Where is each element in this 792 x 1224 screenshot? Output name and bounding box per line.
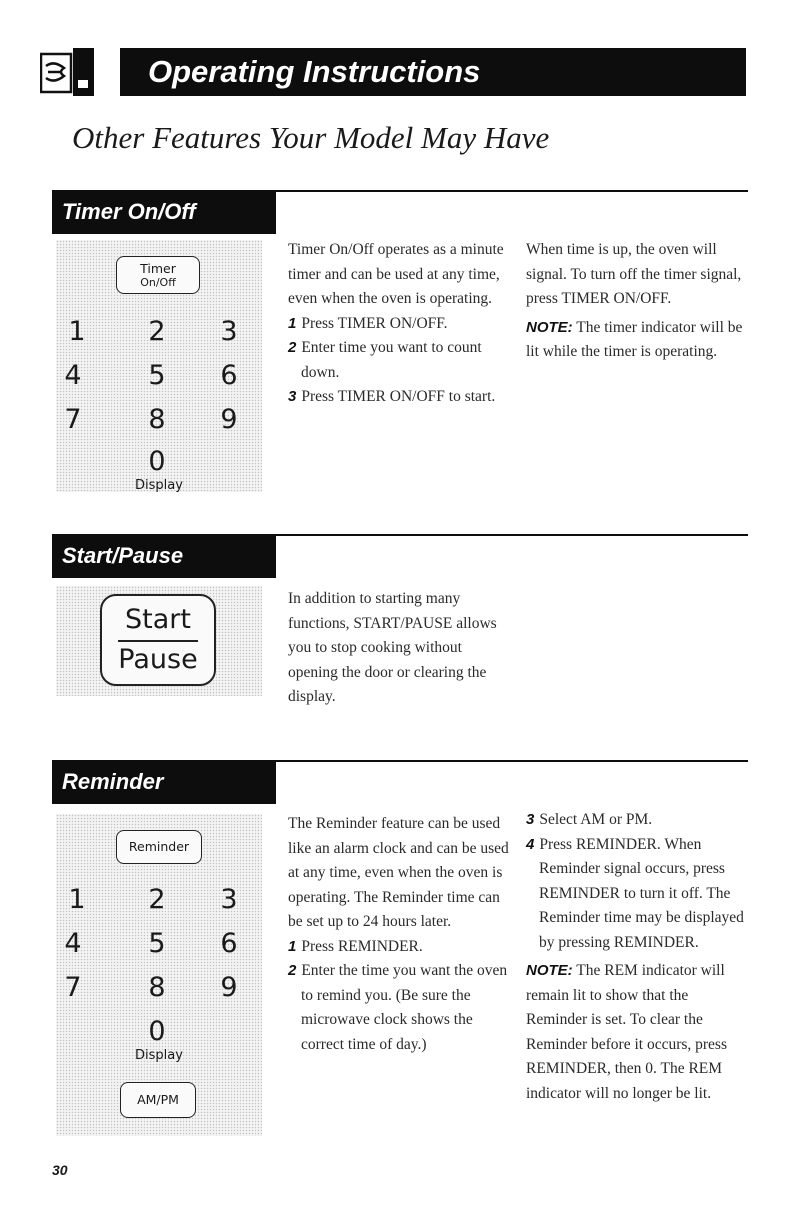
step-text: Press TIMER ON/OFF to start. [301, 388, 496, 405]
pause-label: Pause [118, 643, 198, 675]
reminder-steps-continued [526, 808, 752, 1106]
digit-key: 3 [220, 884, 238, 915]
digit-key: 8 [148, 972, 166, 1003]
reminder-intro: The Reminder feature can be used like an alarm clock and can be used at any time, even when the oven is operating. The Reminder time can be set up to 24 hours later. [288, 815, 509, 930]
step-number: 3 [526, 811, 535, 828]
step-item [288, 312, 510, 337]
step-number: 2 [288, 962, 297, 979]
step-item [288, 959, 510, 1057]
step-item [526, 808, 752, 833]
section-heading-reminder: Reminder [52, 760, 276, 804]
timer-keypad-illustration [56, 240, 262, 492]
digit-key: 2 [148, 884, 166, 915]
note-label: NOTE: [526, 318, 573, 336]
step-number: 1 [288, 937, 297, 955]
digit-key: 0 [148, 446, 166, 477]
start-pause-description: In addition to starting many functions, START/PAUSE allows you to stop cooking without opening the door or clearing the display. [288, 590, 497, 705]
digit-key: 1 [68, 316, 86, 347]
start-pause-key [100, 594, 216, 686]
digit-key: 3 [220, 316, 238, 347]
step-text: Enter the time you want the oven to remind you. (Be sure the microwave clock shows the correct time of day.) [301, 962, 508, 1053]
digit-key: 0 [148, 1016, 166, 1047]
digit-key: 4 [64, 360, 82, 391]
note-text: The REM indicator will remain lit to show that the Reminder is set. To clear the Reminder before it occurs, press REMINDER, then 0. The REM indicator will no longer be lit. [526, 962, 728, 1102]
digit-key: 1 [68, 884, 86, 915]
key-label: Timer [140, 261, 176, 276]
microwave-icon [40, 48, 94, 96]
digit-key: 6 [220, 928, 238, 959]
step-text: Select AM or PM. [539, 811, 653, 828]
page-number: 30 [52, 1162, 68, 1178]
step-number: 4 [526, 835, 535, 853]
section-heading-timer: Timer On/Off [52, 190, 276, 234]
section-divider [276, 190, 748, 192]
digit-key: 9 [220, 404, 238, 435]
start-pause-keypad-illustration [56, 586, 262, 696]
digit-key: 6 [220, 360, 238, 391]
note-label: NOTE: [526, 962, 573, 979]
am-pm-key: AM/PM [120, 1082, 196, 1118]
timer-on-off-key [116, 256, 200, 294]
digit-key: 5 [148, 928, 166, 959]
step-text: Press REMINDER. When Reminder signal occurs, press REMINDER to turn it off. The Reminder time may be displayed by pressing REMINDER. [539, 835, 744, 951]
display-label: Display [135, 1048, 183, 1063]
timer-instructions [288, 238, 510, 410]
section-divider [276, 534, 748, 536]
page-subtitle: Other Features Your Model May Have [72, 120, 550, 155]
start-label: Start [125, 604, 191, 635]
step-number: 1 [288, 314, 297, 332]
digit-key: 2 [148, 316, 166, 347]
display-label: Display [135, 478, 183, 493]
digit-key: 7 [64, 972, 82, 1003]
digit-key: 7 [64, 404, 82, 435]
note-paragraph [526, 959, 752, 1106]
step-text: Press TIMER ON/OFF. [301, 314, 448, 332]
step-item [288, 336, 510, 385]
section-heading-start-pause: Start/Pause [52, 534, 276, 578]
step-text: Press REMINDER. [301, 937, 423, 955]
step-text: Enter time you want to count down. [301, 339, 482, 381]
timer-signal-text: When time is up, the oven will signal. To turn off the timer signal, press TIMER ON/OFF. [526, 241, 742, 307]
key-label: On/Off [140, 276, 176, 289]
reminder-keypad-illustration [56, 814, 262, 1136]
digit-key: 4 [64, 928, 82, 959]
step-number: 2 [288, 339, 297, 356]
note-text: The timer indicator will be lit while the timer is operating. [526, 318, 743, 360]
digit-key: 8 [148, 404, 166, 435]
step-item [288, 385, 510, 410]
note-paragraph [526, 316, 750, 365]
reminder-key: Reminder [116, 830, 202, 864]
page-header-title: Operating Instructions [120, 48, 746, 96]
digit-key: 9 [220, 972, 238, 1003]
timer-intro: Timer On/Off operates as a minute timer and can be used at any time, even when the oven is operating. [288, 241, 504, 307]
reminder-instructions [288, 812, 510, 1057]
step-number: 3 [288, 388, 297, 405]
step-item [526, 833, 752, 956]
section-divider [276, 760, 748, 762]
step-item [288, 935, 510, 960]
timer-notes [526, 238, 750, 365]
digit-key: 5 [148, 360, 166, 391]
